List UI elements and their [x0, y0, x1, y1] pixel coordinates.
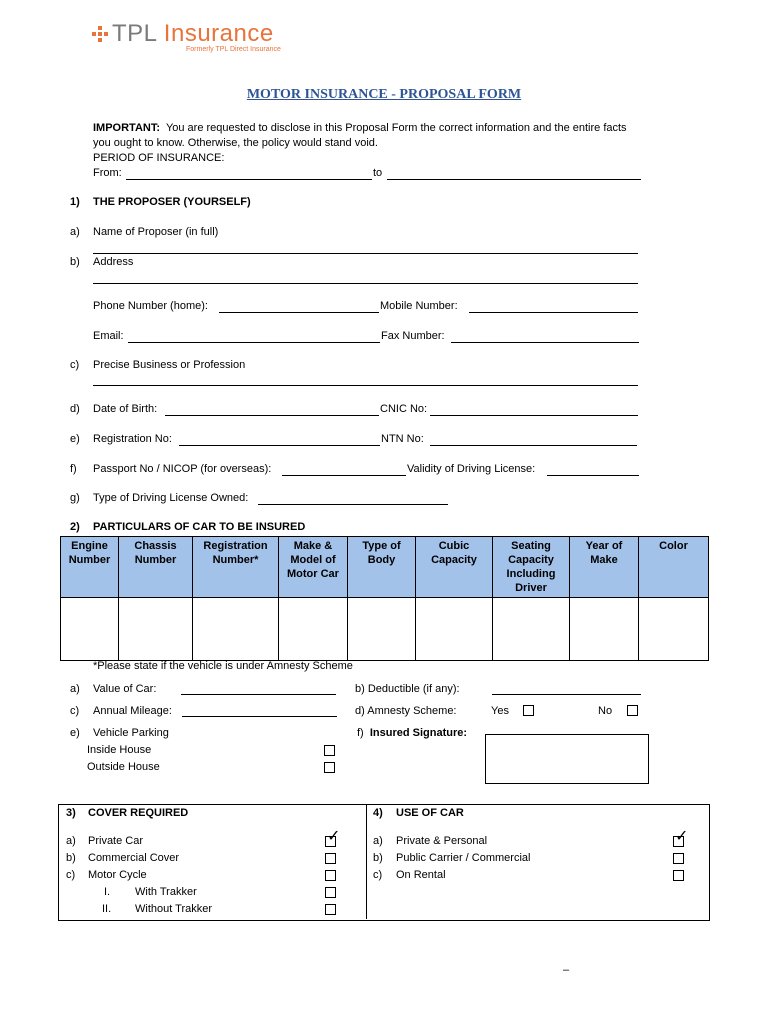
use-rental-checkbox[interactable]	[673, 870, 684, 881]
section-4-heading: USE OF CAR	[396, 807, 464, 819]
footer-mark: –	[563, 964, 570, 976]
col-registration-number: Registration Number*	[193, 537, 279, 598]
ntn-label: NTN No:	[381, 433, 424, 445]
cubic-capacity-cell[interactable]	[416, 598, 493, 661]
use-item-number: c)	[373, 869, 383, 881]
chassis-number-cell[interactable]	[119, 598, 193, 661]
period-label: PERIOD OF INSURANCE:	[93, 152, 225, 164]
use-public-carrier-label: Public Carrier / Commercial	[396, 852, 531, 864]
inside-house-checkbox[interactable]	[324, 745, 335, 756]
registration-field[interactable]	[179, 445, 380, 446]
table-row	[61, 598, 709, 661]
signature-label-text: Insured Signature:	[369, 727, 468, 739]
deductible-label: b) Deductible (if any):	[355, 683, 460, 695]
cover-private-car-label: Private Car	[88, 835, 144, 847]
seating-capacity-cell[interactable]	[493, 598, 570, 661]
license-type-label: Type of Driving License Owned:	[93, 492, 249, 504]
make-model-cell[interactable]	[279, 598, 348, 661]
outside-house-label: Outside House	[87, 761, 160, 773]
type-of-body-cell[interactable]	[348, 598, 416, 661]
from-label: From:	[93, 167, 122, 179]
cover-item-number: b)	[66, 852, 76, 864]
signature-label	[357, 727, 467, 739]
phone-field[interactable]	[219, 312, 379, 313]
use-private-label: Private & Personal	[396, 835, 488, 847]
use-rental-label: On Rental	[396, 869, 446, 881]
cover-with-trakker-checkbox[interactable]	[325, 887, 336, 898]
value-label: Value of Car:	[93, 683, 157, 695]
dob-field[interactable]	[165, 415, 379, 416]
col-type-of-body: Type of Body	[348, 537, 416, 598]
fax-field[interactable]	[451, 342, 639, 343]
section-3-heading: COVER REQUIRED	[88, 807, 189, 819]
fax-label: Fax Number:	[381, 330, 445, 342]
cover-item-number: a)	[66, 835, 76, 847]
email-label: Email:	[93, 330, 124, 342]
address-field[interactable]	[93, 283, 638, 284]
mileage-number: c)	[70, 705, 80, 717]
use-item-number: b)	[373, 852, 383, 864]
important-text-1: You are requested to disclose in this Proposal Form the correct information and the entire facts	[165, 122, 627, 134]
passport-field[interactable]	[282, 475, 406, 476]
business-label: Precise Business or Profession	[93, 359, 246, 371]
col-engine-number: Engine Number	[61, 537, 119, 598]
cover-without-trakker-label: Without Trakker	[135, 903, 213, 915]
col-cubic-capacity: Cubic Capacity	[416, 537, 493, 598]
item-c-number: c)	[70, 359, 80, 371]
cover-commercial-checkbox[interactable]	[325, 853, 336, 864]
section-2-number: 2)	[70, 521, 80, 533]
amnesty-no-label: No	[598, 705, 613, 717]
col-make-model: Make & Model of Motor Car	[279, 537, 348, 598]
business-field[interactable]	[93, 385, 638, 386]
table-header-row	[61, 537, 709, 598]
deductible-field[interactable]	[492, 694, 641, 695]
section-1-number: 1)	[70, 196, 80, 208]
mobile-label: Mobile Number:	[380, 300, 458, 312]
col-color: Color	[639, 537, 709, 598]
cover-item-number: I.	[104, 886, 111, 898]
col-year-of-make: Year of Make	[570, 537, 639, 598]
email-field[interactable]	[128, 342, 380, 343]
item-g-number: g)	[70, 492, 80, 504]
form-title: MOTOR INSURANCE - PROPOSAL FORM	[246, 87, 522, 102]
section-3-number: 3)	[66, 807, 76, 819]
cover-motorcycle-checkbox[interactable]	[325, 870, 336, 881]
inside-house-label: Inside House	[87, 744, 152, 756]
col-seating-capacity: Seating Capacity Including Driver	[493, 537, 570, 598]
brand-name	[112, 20, 274, 48]
outside-house-checkbox[interactable]	[324, 762, 335, 773]
ntn-field[interactable]	[430, 445, 637, 446]
col-chassis-number: Chassis Number	[119, 537, 193, 598]
important-line-1	[93, 122, 627, 134]
cnic-label: CNIC No:	[380, 403, 428, 415]
cover-use-divider	[366, 804, 367, 919]
to-label: to	[373, 167, 383, 179]
parking-number: e)	[70, 727, 80, 739]
check-mark-icon: ✓	[675, 828, 689, 845]
cnic-field[interactable]	[430, 415, 638, 416]
use-item-number: a)	[373, 835, 383, 847]
cover-motorcycle-label: Motor Cycle	[88, 869, 147, 881]
signature-item-number: f)	[357, 727, 364, 739]
color-cell[interactable]	[639, 598, 709, 661]
important-text-2: you ought to know. Otherwise, the policy would stand void.	[93, 137, 378, 149]
validity-label: Validity of Driving License:	[407, 463, 536, 475]
signature-box[interactable]	[485, 734, 649, 784]
name-field[interactable]	[93, 253, 638, 254]
brand-subtitle: Formerly TPL Direct Insurance	[186, 46, 281, 53]
item-f-number: f)	[70, 463, 77, 475]
check-mark-icon: ✓	[327, 828, 341, 845]
year-of-make-cell[interactable]	[570, 598, 639, 661]
value-field[interactable]	[181, 694, 336, 695]
cover-without-trakker-checkbox[interactable]	[325, 904, 336, 915]
amnesty-note: *Please state if the vehicle is under Amnesty Scheme	[93, 660, 353, 672]
brand-tpl: TPL	[112, 20, 157, 47]
amnesty-label: d) Amnesty Scheme:	[355, 705, 457, 717]
to-field[interactable]	[387, 179, 641, 180]
item-d-number: d)	[70, 403, 80, 415]
mobile-field[interactable]	[469, 312, 638, 313]
dob-label: Date of Birth:	[93, 403, 158, 415]
amnesty-no-checkbox[interactable]	[627, 705, 638, 716]
registration-number-cell[interactable]	[193, 598, 279, 661]
cover-with-trakker-label: With Trakker	[135, 886, 197, 898]
value-number: a)	[70, 683, 80, 695]
passport-label: Passport No / NICOP (for overseas):	[93, 463, 272, 475]
section-2-heading: PARTICULARS OF CAR TO BE INSURED	[93, 521, 306, 533]
section-4-number: 4)	[373, 807, 383, 819]
item-e-number: e)	[70, 433, 80, 445]
item-b-number: b)	[70, 256, 80, 268]
cover-commercial-label: Commercial Cover	[88, 852, 180, 864]
use-public-carrier-checkbox[interactable]	[673, 853, 684, 864]
name-label: Name of Proposer (in full)	[93, 226, 219, 238]
amnesty-yes-label: Yes	[491, 705, 509, 717]
car-particulars-table	[60, 536, 709, 661]
section-1-heading: THE PROPOSER (YOURSELF)	[93, 196, 251, 208]
from-field[interactable]	[126, 179, 372, 180]
important-label: IMPORTANT:	[93, 122, 161, 134]
validity-field[interactable]	[547, 475, 639, 476]
amnesty-yes-checkbox[interactable]	[523, 705, 534, 716]
address-label: Address	[93, 256, 134, 268]
license-type-field[interactable]	[258, 504, 448, 505]
mileage-field[interactable]	[182, 716, 337, 717]
mileage-label: Annual Mileage:	[93, 705, 172, 717]
cover-item-number: c)	[66, 869, 76, 881]
phone-label: Phone Number (home):	[93, 300, 208, 312]
plus-cross-logo-icon	[92, 26, 108, 42]
item-a-number: a)	[70, 226, 80, 238]
cover-item-number: II.	[102, 903, 112, 915]
parking-label: Vehicle Parking	[93, 727, 169, 739]
engine-number-cell[interactable]	[61, 598, 119, 661]
registration-label: Registration No:	[93, 433, 172, 445]
brand-insurance: Insurance	[163, 20, 274, 47]
